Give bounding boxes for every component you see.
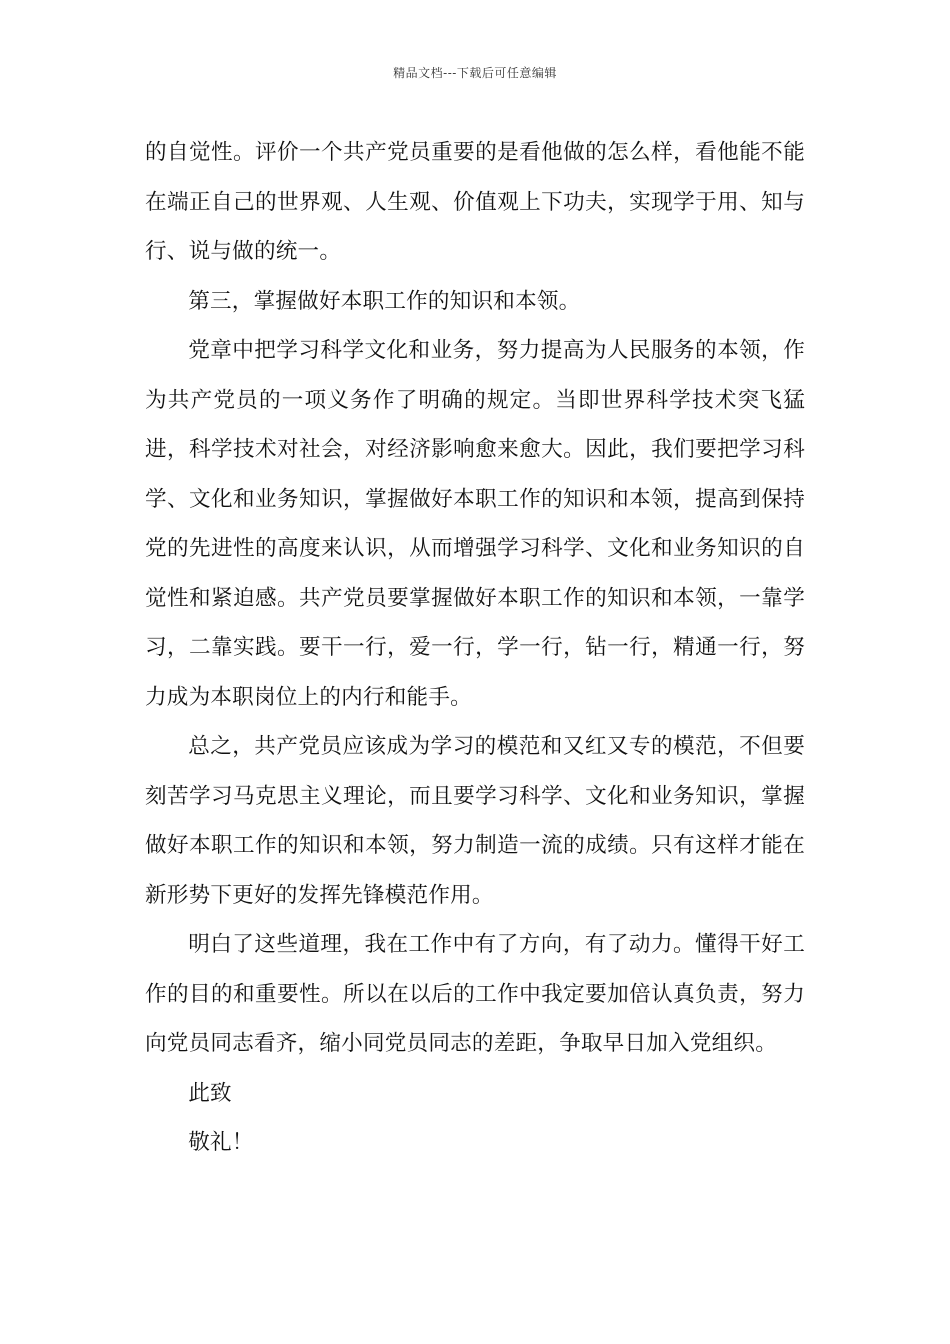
page-header: 精品文档---下载后可任意编辑	[393, 66, 557, 80]
closing-salutation: 此致	[188, 1080, 232, 1106]
document-body	[145, 128, 805, 1168]
closing-regards: 敬礼！	[188, 1130, 254, 1155]
paragraph-party-constitution: 党章中把学习科学文化和业务，努力提高为人民服务的本领，作为共产党员的一项义务作了明确的规定。当即世界科学技术突飞猛进，科学技术对社会，对经济影响愈来愈大。因此，我们要把学习科学、文化和业务知识，掌握做好本职工作的知识和本领，提高到保持党的先进性的高度来认识，从而增强学习科学、文化和业务知识的自觉性和紧迫感。共产党员要掌握做好本职工作的知识和本领，一靠学习，二靠实践。要干一行，爱一行，学一行，钻一行，精通一行，努力成为本职岗位上的内行和能手。	[145, 338, 805, 710]
paragraph-conclusion: 明白了这些道理，我在工作中有了方向，有了动力。懂得干好工作的目的和重要性。所以在以后的工作中我定要加倍认真负责，努力向党员同志看齐，缩小同党员同志的差距，争取早日加入党组织。	[145, 932, 805, 1056]
paragraph-summary: 总之，共产党员应该成为学习的模范和又红又专的模范，不但要刻苦学习马克思主义理论，而且要学习科学、文化和业务知识，掌握做好本职工作的知识和本领，努力制造一流的成绩。只有这样才能在新形势下更好的发挥先锋模范作用。	[145, 734, 805, 908]
paragraph-section-three-heading: 第三，掌握做好本职工作的知识和本领。	[188, 288, 581, 314]
paragraph-continued: 的自觉性。评价一个共产党员重要的是看他做的怎么样，看他能不能在端正自己的世界观、人生观、价值观上下功夫，实现学于用、知与行、说与做的统一。	[145, 140, 805, 264]
